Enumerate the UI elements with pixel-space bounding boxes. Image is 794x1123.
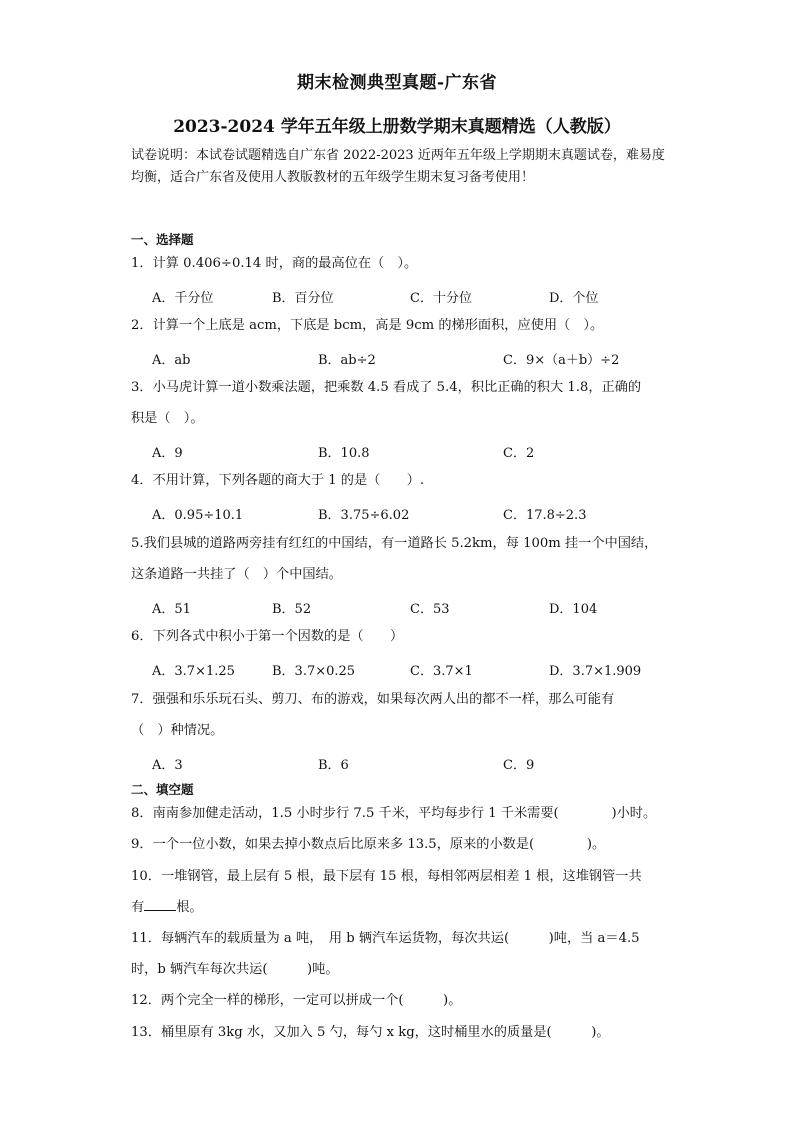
question-13: 13．桶里原有 3kg 水，又加入 5 勺，每勺 x kg，这时桶里水的质量是( )。 [131, 1025, 610, 1040]
question-2: 2．计算一个上底是 acm，下底是 bcm，高是 9cm 的梯形面积，应使用（ ）。 [131, 318, 604, 333]
q4-option-b: B．3.75÷6.02 [318, 508, 410, 523]
question-3-line-1: 3．小马虎计算一道小数乘法题，把乘数 4.5 看成了 5.4，积比正确的积大 1.8，正确的 [131, 380, 642, 395]
q6-option-a: A．3.7×1.25 [152, 664, 235, 679]
q1-option-a: A．千分位 [152, 291, 214, 306]
question-5-line-1: 5.我们县城的道路两旁挂有红红的中国结，有一道路长 5.2km，每 100m 挂一个中国结， [131, 536, 658, 551]
page-subtitle: 2023-2024 学年五年级上册数学期末真题精选（人教版） [173, 117, 621, 137]
question-1: 1．计算 0.406÷0.14 时，商的最高位在（ ）。 [131, 256, 418, 271]
q6-option-c: C．3.7×1 [410, 664, 473, 679]
q6-option-b: B．3.7×0.25 [272, 664, 356, 679]
q1-option-d: D．个位 [549, 291, 599, 306]
question-10-line-2 [131, 892, 666, 923]
q7-option-b: B．6 [318, 758, 349, 773]
q5-option-b: B．52 [272, 602, 312, 617]
question-12: 12．两个完全一样的梯形，一定可以拼成一个( )。 [131, 993, 462, 1008]
question-9: 9．一个一位小数，如果去掉小数点后比原来多 13.5，原来的小数是( )。 [131, 837, 606, 852]
question-11-line-1: 11．每辆汽车的载质量为 a 吨， 用 b 辆汽车运货物，每次共运( )吨，当 a＝4.5 [131, 931, 640, 946]
q2-option-c: C．9×（a＋b）÷2 [503, 353, 620, 368]
q7-option-a: A．3 [152, 758, 183, 773]
question-7-line-2: （ ）种情况。 [131, 723, 224, 738]
question-4: 4．不用计算，下列各题的商大于 1 的是（ ）. [131, 473, 425, 488]
page-title: 期末检测典型真题-广东省 [296, 73, 498, 93]
question-7-line-1: 7．强强和乐乐玩石头、剪刀、布的游戏，如果每次两人出的都不一样，那么可能有 [131, 692, 615, 707]
q1-option-b: B．百分位 [272, 291, 334, 306]
q7-option-c: C．9 [503, 758, 535, 773]
q3-option-c: C．2 [503, 446, 535, 461]
question-5-line-2: 这条道路一共挂了（ ）个中国结。 [131, 567, 342, 582]
q5-option-c: C．53 [410, 602, 450, 617]
q2-option-a: A．ab [152, 353, 191, 368]
q4-option-c: C．17.8÷2.3 [503, 508, 587, 523]
question-10-line-1: 10．一堆钢管，最上层有 5 根，最下层有 15 根，每相邻两层相差 1 根，这堆钢管一共 [131, 869, 642, 884]
exam-instructions: 试卷说明：本试卷试题精选自广东省 2022-2023 近两年五年级上学期期末真题试卷，难易度均衡，适合广东省及使用人教版教材的五年级学生期末复习备考使用！ [131, 148, 665, 185]
q2-option-b: B．ab÷2 [318, 353, 376, 368]
q4-option-a: A．0.95÷10.1 [152, 508, 244, 523]
question-3-line-2: 积是（ ）。 [131, 411, 204, 426]
question-11-line-2: 时，b 辆汽车每次共运( )吨。 [131, 962, 339, 977]
q3-option-b: B．10.8 [318, 446, 370, 461]
question-6: 6．下列各式中积小于第一个因数的是（ ） [131, 629, 404, 644]
section-heading-choice: 一、选择题 [131, 232, 194, 247]
q3-option-a: A．9 [152, 446, 183, 461]
q6-option-d: D．3.7×1.909 [549, 664, 642, 679]
q5-option-d: D．104 [549, 602, 598, 617]
q10-text-after-blank: 根。 [176, 900, 203, 915]
question-8: 8．南南参加健走活动，1.5 小时步行 7.5 千米，平均每步行 1 千米需要( )小时。 [131, 806, 657, 821]
q10-text-before-blank: 有 [131, 900, 145, 915]
answer-blank-underline[interactable] [144, 896, 176, 911]
q1-option-c: C．十分位 [410, 291, 472, 306]
section-heading-fill: 二、填空题 [131, 782, 194, 797]
q5-option-a: A．51 [152, 602, 191, 617]
